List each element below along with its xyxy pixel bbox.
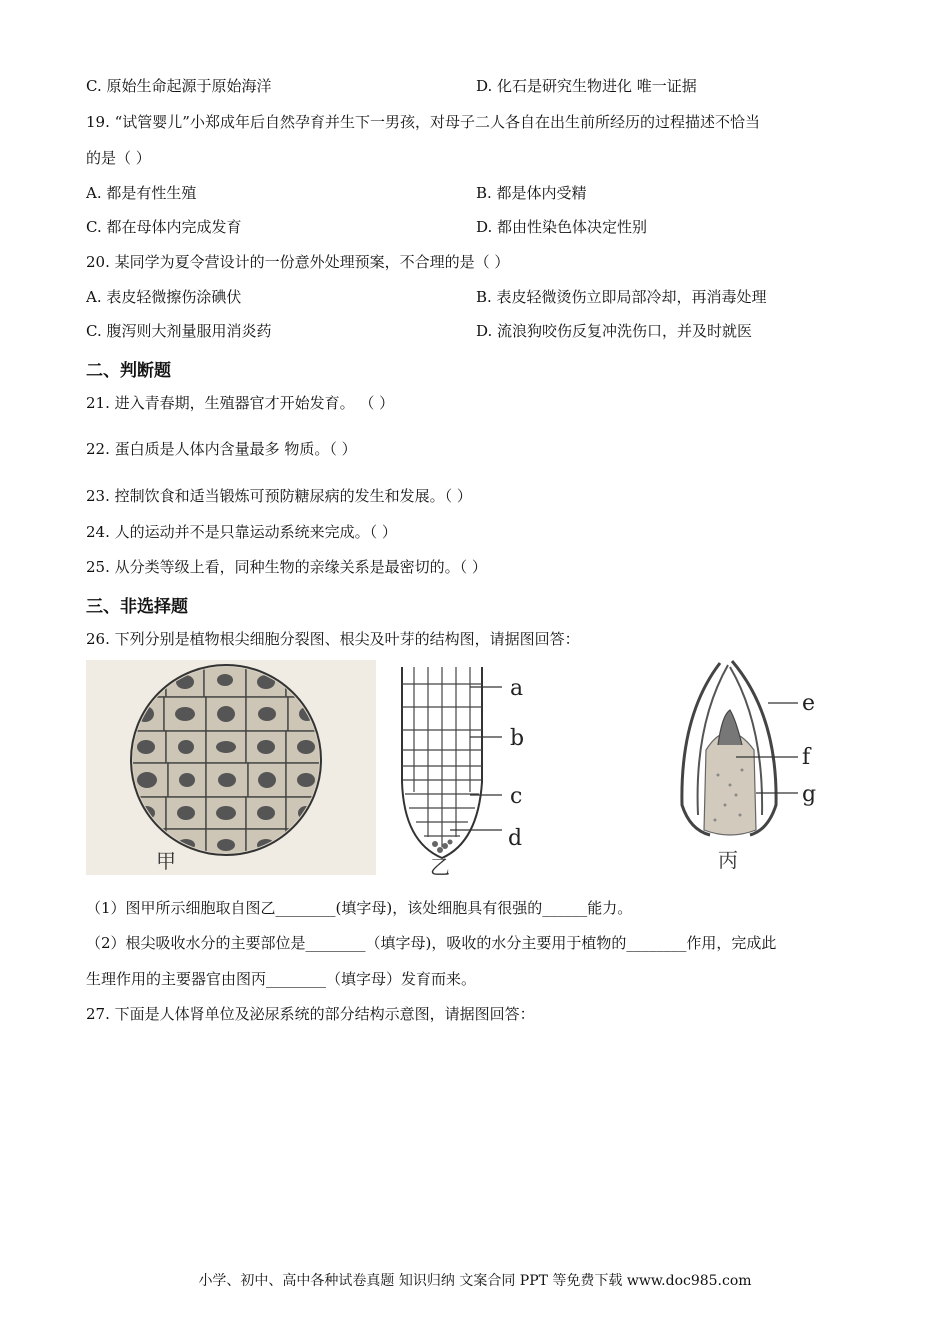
q20-stem: 20. 某同学为夏令营设计的一份意外处理预案，不合理的是（ ） bbox=[86, 253, 510, 271]
section-heading-judge: 二、判断题 bbox=[86, 361, 171, 381]
page-footer: 小学、初中、高中各种试卷真题 知识归纳 文案合同 PPT 等免费下载 www.doc985.com bbox=[198, 1273, 752, 1289]
judge-item-25: 25. 从分类等级上看，同种生物的亲缘关系是最密切的。（ ） bbox=[86, 558, 487, 576]
q20-option-c: C. 腹泻则大剂量服用消炎药 bbox=[86, 322, 272, 340]
figure-jia bbox=[86, 660, 376, 875]
q26-sub2-line2: 生理作用的主要器官由图丙________（填字母）发育而来。 bbox=[86, 970, 477, 988]
figure-bing-label: 丙 bbox=[718, 848, 738, 872]
q18-option-c: C. 原始生命起源于原始海洋 bbox=[86, 77, 272, 95]
q20-option-b: B. 表皮轻微烫伤立即局部冷却，再消毒处理 bbox=[476, 288, 767, 306]
figure-jia-label: 甲 bbox=[156, 849, 176, 873]
bud-label-g: g bbox=[802, 782, 817, 807]
root-label-b: b bbox=[510, 726, 525, 751]
judge-item-21: 21. 进入青春期，生殖器官才开始发育。 （ ） bbox=[86, 394, 395, 412]
q27-stem: 27. 下面是人体肾单位及泌尿系统的部分结构示意图，请据图回答： bbox=[86, 1005, 535, 1023]
q20-option-d: D. 流浪狗咬伤反复冲洗伤口，并及时就医 bbox=[476, 322, 753, 340]
q26-sub2-line1: （2）根尖吸收水分的主要部位是________（填字母)，吸收的水分主要用于植物的________作用，完成此 bbox=[86, 934, 777, 952]
judge-item-23: 23. 控制饮食和适当锻炼可预防糖尿病的发生和发展。（ ） bbox=[86, 487, 472, 505]
q26-sub1: （1）图甲所示细胞取自图乙________(填字母)，该处细胞具有很强的______能力。 bbox=[86, 899, 633, 917]
figure-bing bbox=[670, 655, 840, 877]
bud-label-e: e bbox=[802, 691, 816, 716]
root-label-c: c bbox=[510, 784, 523, 809]
q19-stem-line2: 的是（ ） bbox=[86, 149, 151, 167]
bud-growth-tip bbox=[718, 710, 742, 745]
figure-yi bbox=[390, 662, 550, 877]
q19-option-d: D. 都由性染色体决定性别 bbox=[476, 218, 648, 236]
root-label-a: a bbox=[510, 676, 524, 701]
q26-stem: 26. 下列分别是植物根尖细胞分裂图、根尖及叶芽的结构图，请据图回答： bbox=[86, 630, 580, 648]
root-cell-walls bbox=[402, 667, 482, 847]
q20-option-a: A. 表皮轻微擦伤涂碘伏 bbox=[86, 288, 242, 306]
q19-stem-line1: 19. “试管婴儿”小郑成年后自然孕育并生下一男孩，对母子二人各自在出生前所经历的过程描述不恰当 bbox=[86, 113, 760, 131]
judge-item-22: 22. 蛋白质是人体内含量最多 物质。（ ） bbox=[86, 440, 357, 458]
q19-option-a: A. 都是有性生殖 bbox=[86, 184, 197, 202]
bud-label-f: f bbox=[802, 745, 811, 770]
q19-option-b: B. 都是体内受精 bbox=[476, 184, 587, 202]
section-heading-nonchoice: 三、非选择题 bbox=[86, 597, 188, 617]
root-label-d: d bbox=[508, 826, 523, 851]
q18-option-d: D. 化石是研究生物进化 唯一证据 bbox=[476, 77, 697, 95]
figure-yi-label: 乙 bbox=[430, 855, 450, 877]
q19-option-c: C. 都在母体内完成发育 bbox=[86, 218, 242, 236]
judge-item-24: 24. 人的运动并不是只靠运动系统来完成。（ ） bbox=[86, 523, 397, 541]
